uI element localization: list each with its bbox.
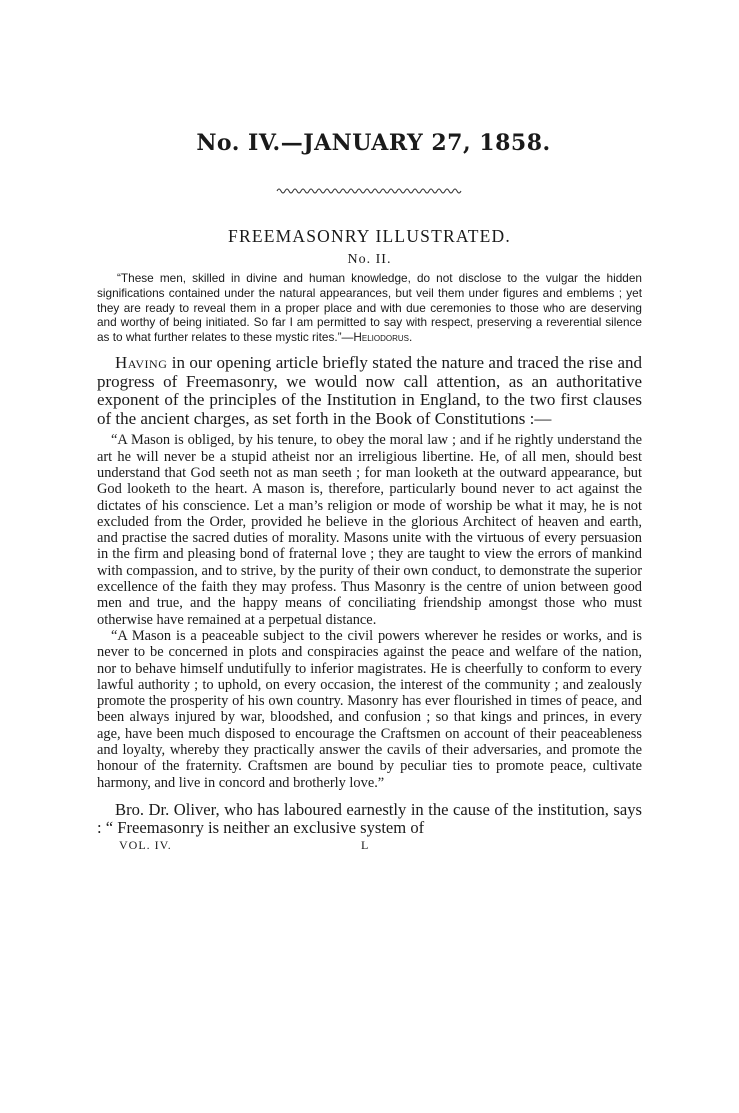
epigraph-attribution: Heliodorus.: [353, 330, 413, 345]
page: [97, 130, 642, 854]
charge-quote-2: “A Mason is a peaceable subject to the civil powers wherever he resides or works, and is never to be concerned in plots and conspiracies against the peace and welfare of the nation, nor to behave himself undutifully to inferior magistrates. He is cheerfully to conform to every lawful authority ; to uphold, on every occasion, the interest of the community ; and zealously promote the prosperity of his own country. Masonry has ever flourished in times of peace, and been always injured by war, bloodshed, and confusion ; so that kings and princes, in every age, have been much disposed to encourage the Craftsmen on account of their peaceableness and loyalty, whereby they practically answer the cavils of their adversaries, and promote the honour of the fraternity. Craftsmen are bound by peculiar ties to promote peace, cultivate harmony, and live in concord and brotherly love.”: [97, 627, 642, 791]
charge-quote-1: “A Mason is obliged, by his tenure, to obey the moral law ; and if he rightly understand the art he will never be a stupid atheist nor an irreligious libertine. He, of all men, should best understand that God seeth not as man seeth ; for man looketh at the outward appearance, but God looketh to the heart. A mason is, therefore, particularly bound never to act against the dictates of his conscience. Let a man’s religion or mode of worship be what it may, he is not excluded from the Order, provided he believe in the glorious Architect of heaven and earth, and practise the sacred duties of morality. Masons unite with the virtuous of every persuasion in the firm and pleasing bond of fraternal love ; they are taught to view the errors of mankind with compassion, and to strive, by the purity of their own conduct, to demonstrate the superior excellence of the faith they may profess. Thus Masonry is the centre of union between good men and true, and the happy means of conciliating friendship amongst those who must otherwise have remained at a perpetual distance.: [97, 432, 642, 628]
lead-first-word: Having: [115, 352, 168, 372]
wavy-rule-ornament-icon: [275, 186, 465, 194]
closing-paragraph: Bro. Dr. Oliver, who has laboured earnestly in the cause of the institution, says : “ Freemasonry is neither an exclusive system of: [97, 799, 642, 838]
section-title: FREEMASONRY ILLUSTRATED.: [228, 226, 511, 246]
lead-text: in our opening article briefly stated the nature and traced the rise and progress of Freemasonry, we would now call attention, as an authoritative exponent of the principles of the Institution in England, to the two first clauses of the ancient charges, as set forth in the Book of Constitutions :—: [97, 352, 642, 428]
volume-label: VOL. IV.: [119, 838, 172, 853]
page-footer: [97, 838, 642, 854]
lead-paragraph: [97, 354, 642, 428]
article-number: No. II.: [347, 252, 392, 267]
issue-heading: No. IV.—JANUARY 27, 1858.: [196, 130, 551, 156]
signature-mark: L: [361, 838, 370, 853]
epigraph: [97, 271, 642, 345]
epigraph-text: “These men, skilled in divine and human knowledge, do not disclose to the vulgar the hidden significations contained under the natural appearances, but veil them under figures and emblems ; yet they are ready to reveal them in a proper place and with due ceremonies to those who are deserving and worthy of being initiated. So far I am permitted to say with respect, preserving a reverential silence as to what further relates to these mystic rites.”—: [97, 271, 642, 345]
